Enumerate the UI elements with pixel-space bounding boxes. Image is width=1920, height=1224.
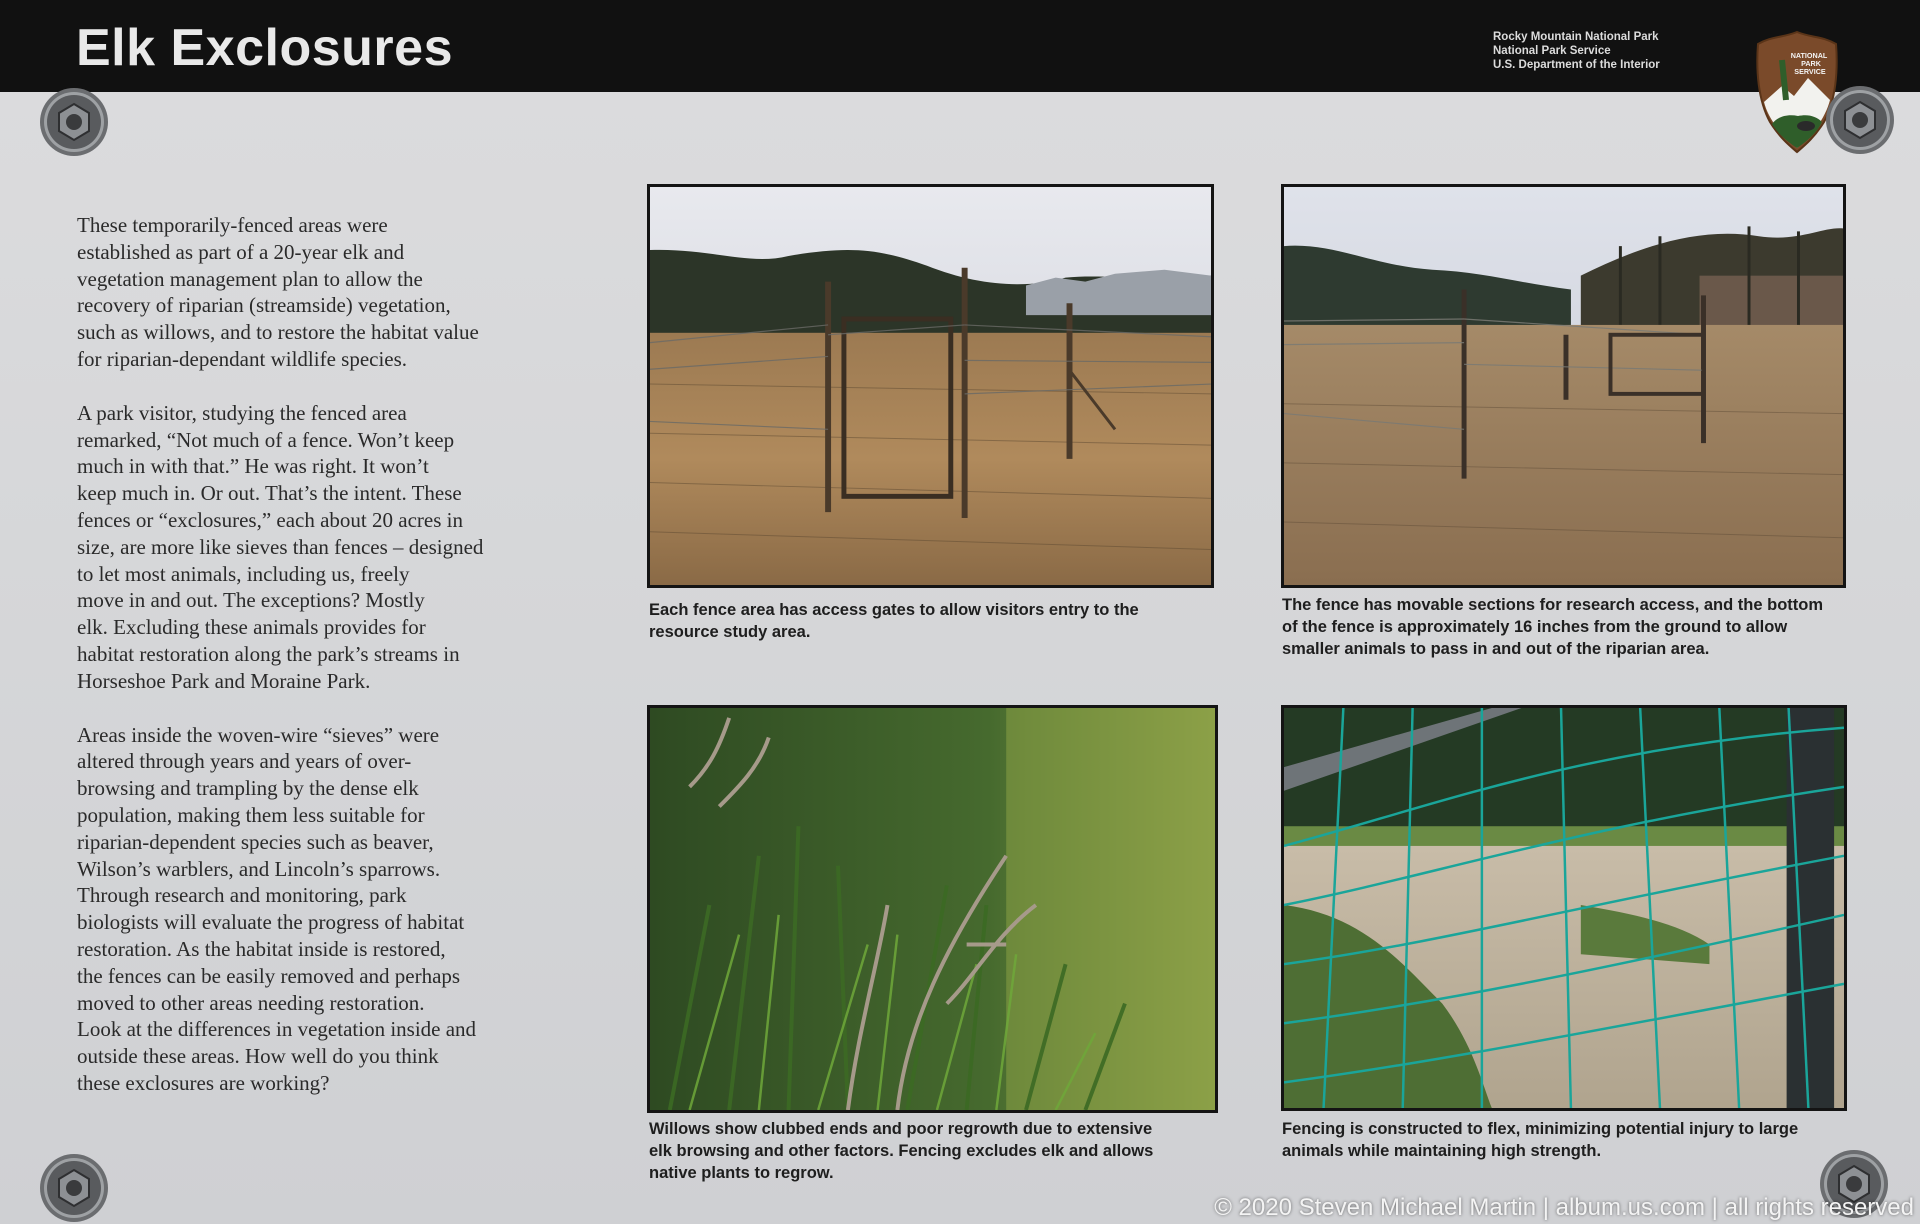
logo-text-park: PARK (1801, 59, 1821, 68)
mounting-bolt (38, 1152, 110, 1224)
copyright-watermark: © 2020 Steven Michael Martin | album.us.com | all rights reserved (1214, 1194, 1914, 1221)
mounting-bolt (38, 86, 110, 158)
logo-text-service: SERVICE (1794, 67, 1826, 76)
agency-service: National Park Service (1493, 45, 1611, 57)
caption-flexible-fencing: Fencing is constructed to flex, minimizing potential injury to large animals while maintaining high strength. (1282, 1120, 1799, 1160)
photo-movable-sections (1281, 184, 1846, 588)
agency-park: Rocky Mountain National Park (1493, 31, 1659, 43)
agency-department: U.S. Department of the Interior (1493, 59, 1660, 71)
logo-text-national: NATIONAL (1790, 51, 1828, 60)
paragraph-intro: These temporarily-fenced areas were established as part of a 20-year elk and vegetation management plan to allow the recovery of riparian (streamside) vegetation, such as willows, and to restore the habitat value for riparian-dependant wildlife species. (77, 213, 479, 371)
caption-movable-sections: The fence has movable sections for research access, and the bottom of the fence is approximately 16 inches from the ground to allow smaller animals to pass in and out of the riparian area. (1282, 596, 1824, 658)
paragraph-restoration: Areas inside the woven-wire “sieves” were altered through years and years of over- browsing and trampling by the dense elk population, making them less suitable for riparian-dependent species such as beaver, Wilson’s warblers, and Lincoln’s sparrows. Through research and monitoring, park biologists will evaluate the progress of habitat restoration. As the habitat inside is restored, the fences can be easily removed and perhaps moved to other areas needing restoration. Look at the differences in vegetation inside and outside these areas. How well do you think these exclosures are working? (77, 722, 477, 1095)
photo-flexible-fencing (1281, 705, 1847, 1111)
caption-access-gate: Each fence area has access gates to allow visitors entry to the resource study area. (649, 601, 1139, 641)
mounting-bolt (1824, 84, 1896, 156)
paragraph-visitor: A park visitor, studying the fenced area remarked, “Not much of a fence. Won’t keep much in with that.” He was right. It won’t keep much in. Or out. That’s the intent. These fences or “exclosures,” each about 20 acres in size, are more like sieves than fences – designed to let most animals, including us, freely move in and out. The exceptions? Mostly elk. Excluding these animals provides for habitat restoration along the park’s streams in Horseshoe Park and Moraine Park. (77, 400, 484, 693)
sign-body-text (77, 212, 597, 1124)
sign-header (0, 0, 1920, 92)
sign-title: Elk Exclosures (76, 19, 453, 77)
photo-willows (647, 705, 1218, 1113)
caption-willows: Willows show clubbed ends and poor regrowth due to extensive elk browsing and other factors. Fencing excludes elk and allows native plants to regrow. (649, 1120, 1154, 1182)
photo-access-gate (647, 184, 1214, 588)
agency-block (1493, 30, 1660, 72)
